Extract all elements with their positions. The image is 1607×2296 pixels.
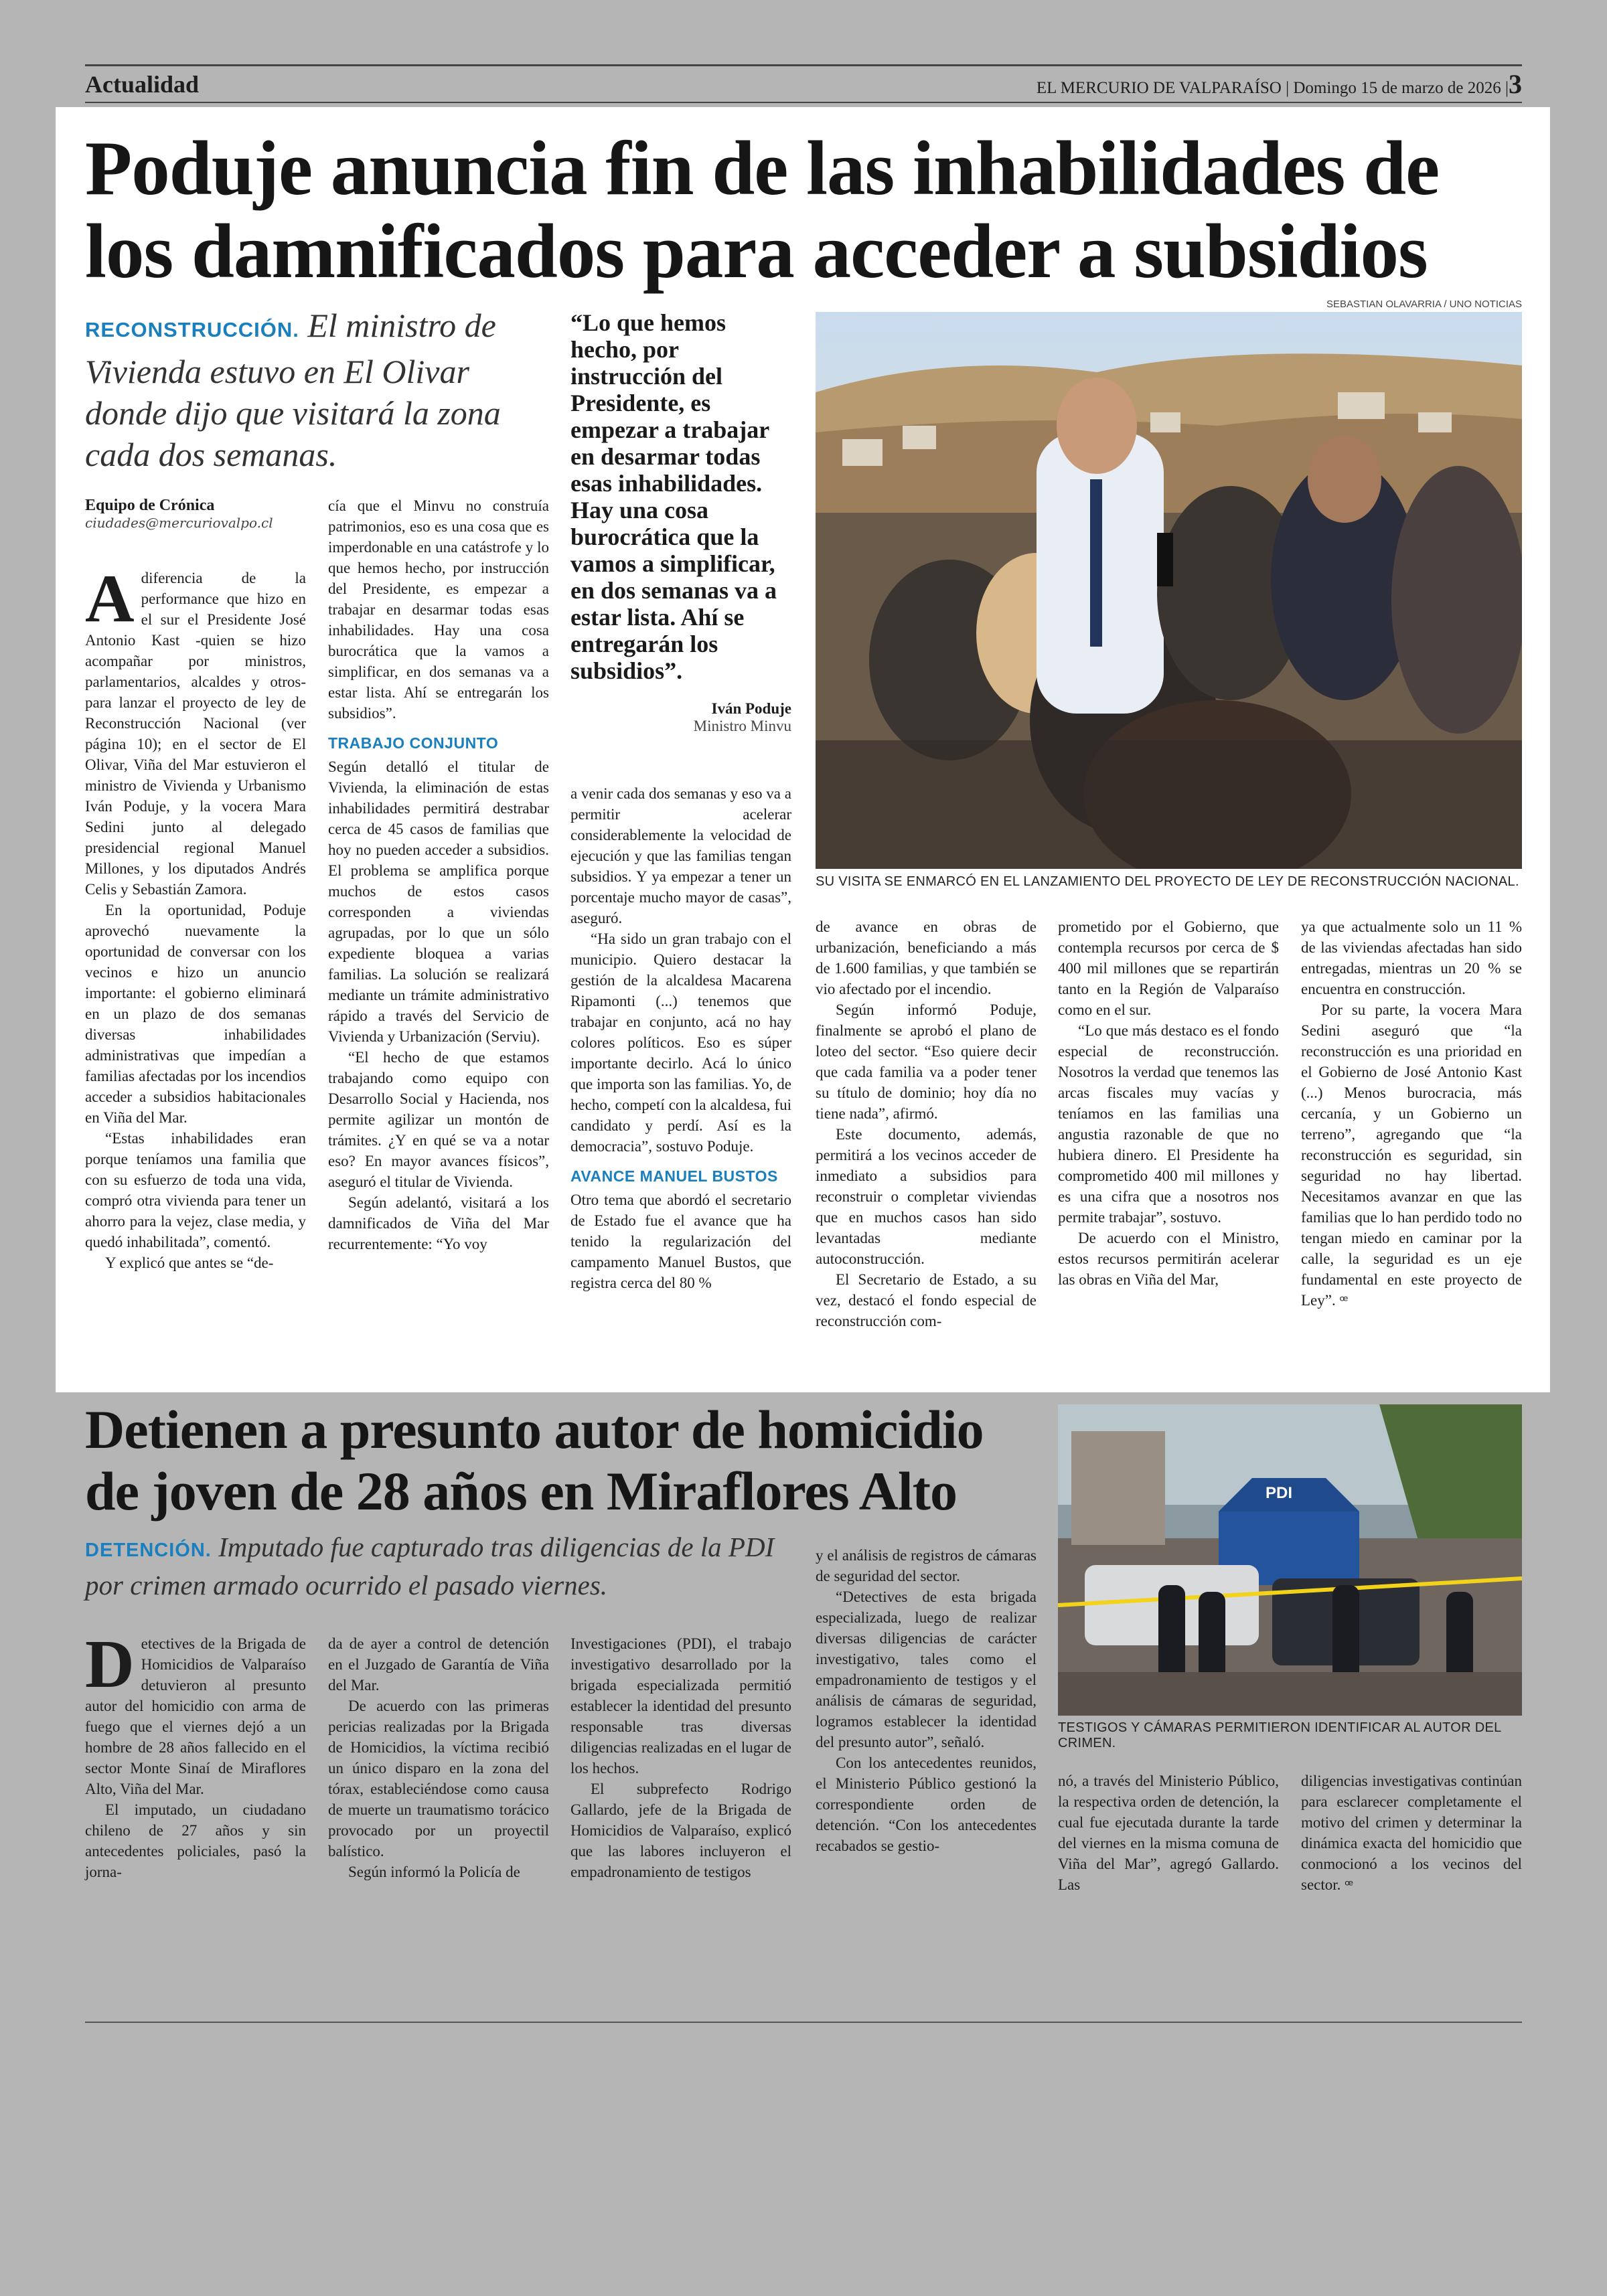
paragraph: Según adelantó, visitará a los damnificados de Viña del Mar recurrentemente: “Yo voy [328,1194,549,1252]
paragraph [1301,999,1522,1311]
paragraph: “Lo que más destaco es el fondo especial de reconstrucción. Nosotros la verdad que tenemos las arcas fiscales muy vacías y teníamos en las familias una angustia razonable de que no hubiera dinero. El Presidente ha comprometido 400 mil millones y es una cifra que a nosotros nos permite trabajar”, sostuvo. [1058,1022,1279,1226]
article-2-column-5 [1058,1771,1279,1895]
headline-line-2: los damnificados para acceder a subsidios [85,209,1428,294]
paragraph: El imputado, un ciudadano chileno de 27 años y sin antecedentes policiales, pasó la jorna- [85,1801,306,1880]
byline-email: ciudades@mercuriovalpo.cl [85,515,273,531]
article-1-column-1 [85,561,306,1273]
article-1-column-4 [816,916,1037,1331]
folio-info: EL MERCURIO DE VALPARAÍSO | Domingo 15 de marzo de 2026 |3 [1036,69,1522,99]
pdi-tent-label: PDI [1266,1484,1293,1502]
kicker: DETENCIÓN. [85,1540,212,1561]
article-1-headline [85,127,1522,293]
headline-line-1: Poduje anuncia fin de las inhabilidades de [85,126,1440,211]
bottom-rule [85,2022,1522,2023]
paragraph: da de ayer a control de detención en el Juzgado de Garantía de Viña del Mar. [328,1635,549,1694]
article-2-column-1 [85,1627,306,1882]
photo-caption: SU VISITA SE ENMARCÓ EN EL LANZAMIENTO DEL PROYECTO DE LEY DE RECONSTRUCCIÓN NACIONAL. [816,874,1519,889]
end-mark-icon: ꟹ [1345,1877,1354,1893]
pull-quote [570,309,791,735]
article-2-headline [85,1399,1036,1522]
newspaper-name: EL MERCURIO DE VALPARAÍSO [1036,79,1282,97]
article-1-column-6 [1301,916,1522,1311]
end-mark-icon: ꟹ [1339,1293,1349,1309]
paragraph: a venir cada dos semanas y eso va a permitir acelerar considerablemente la velocidad de ejecución y que las familias tengan subsidios. Y ya empezar a tener un porcentaje mucho mayor de casas”, aseguró. [570,785,791,926]
dropcap: A [85,561,135,637]
paragraph: De acuerdo con las primeras pericias realizadas por la Brigada de Homicidios, la víctima recibió un único disparo en la zona del tórax, estableciéndose como causa de muerte un traumatismo torácico provocado por un proyectil balístico. [328,1698,549,1860]
article-2-photo [1058,1404,1522,1716]
crime-scene-photo [1058,1404,1522,1716]
subhead-avance-manuel-bustos: AVANCE MANUEL BUSTOS [570,1167,778,1185]
page-number: 3 [1509,69,1522,99]
pull-quote-role: Ministro Minvu [693,718,791,734]
byline-author: Equipo de Crónica [85,497,215,514]
issue-date: Domingo 15 de marzo de 2026 [1293,79,1501,97]
paragraph: Otro tema que abordó el secretario de Estado fue el avance que ha tenido la regularización del campamento Manuel Bustos, que registra cerca del 80 % [570,1192,791,1291]
paragraph-text: diligencias investigativas continúan para esclarecer completamente el motivo del crimen y determinar la dinámica exacta del homicidio que conmocionó a los vecinos del sector. [1301,1773,1522,1893]
headline-line-1: Detienen a presunto autor de homicidio [85,1399,984,1460]
paragraph: diferencia de la performance que hizo en el sur el Presidente José Antonio Kast -quien se hizo acompañar por ministros, parlamentarios, alcaldes y otros- para lanzar el proyecto de ley de Reconstrucción Nacional (ver página 10); en el sector de El Olivar, Viña del Mar estuvieron el ministro de Vivienda y Urbanismo Iván Poduje, y la vocera Mara Sedini junto al delegado presidencial regional Manuel Millones, y los diputados Andrés Celis y Sebastián Zamora. [85,570,306,898]
paragraph: Según informó la Policía de [348,1864,520,1880]
paragraph: etectives de la Brigada de Homicidios de Valparaíso detuvieron al presunto autor del homicidio con arma de fuego que el viernes dejó a un hombre de 28 años fallecido en el sector Monte Sinaí de Miraflores Alto, Viña del Mar. [85,1635,306,1797]
paragraph: “El hecho de que estamos trabajando como equipo con Desarrollo Social y Hacienda, nos permite agilizar un montón de trámites. ¿Y en qué se va a notar eso? En mayor avances físicos”, aseguró el titular de Vivienda. [328,1049,549,1190]
paragraph: prometido por el Gobierno, que contempla recursos por cerca de $ 400 mil millones que se repartirán tanto en la Región de Valparaíso como en el sur. [1058,918,1279,1018]
paragraph: y el análisis de registros de cámaras de seguridad del sector. [816,1547,1037,1584]
paragraph: Según informó Poduje, finalmente se aprobó el plano de loteo del sector. “Eso quiere decir que cada familia va a poder tener su título de dominio; hoy día no tiene nada”, afirmó. [816,1001,1037,1122]
headline-line-2: de joven de 28 años en Miraflores Alto [85,1461,957,1522]
article-2-column-3 [570,1633,791,1882]
article-1-deck [85,305,527,475]
pull-quote-text: “Lo que hemos hecho, por instrucción del Presidente, es empezar a trabajar en desarmar todas esas inhabilidades. Hay una cosa burocrática que la vamos a simplificar, en dos semanas va a estar lista. Ahí se entregarán los subsidios”. [570,309,777,684]
paragraph: Este documento, además, permitirá a los vecinos acceder de inmediato a subsidios para reconstruir o completar viviendas que en muchos casos han sido levantadas mediante autoconstrucción. [816,1126,1037,1267]
article-1-column-5 [1058,916,1279,1290]
article-1-column-3 [570,783,791,1293]
paragraph: “Ha sido un gran trabajo con el municipio. Quiero destacar la gestión de la alcaldesa Macarena Ripamonti (...) tenemos que trabajar en conjunto, acá no hay colores políticos. Eso es súper importante decirlo. Acá lo único que importa son las familias. Yo, de hecho, competí con la alcaldesa, fui candidato y perdí. Así es la democracia”, sostuvo Poduje. [570,930,791,1155]
paragraph: “Detectives de esta brigada especializada, luego de realizar diversas diligencias de carácter investigativo, tales como el empadronamiento de testigos y el análisis de cámaras de seguridad, logramos establecer la identidad del presunto autor”, señaló. [816,1588,1037,1750]
paragraph: En la oportunidad, Poduje aprovechó nuevamente la oportunidad de conversar con los vecinos e hizo un anuncio importante: el gobierno eliminará en un plazo de dos semanas diversas inhabilidades administrativas que impedían a familias afectadas por los incendios acceder a subsidios habitacionales en Viña del Mar. [85,902,306,1126]
article-1-column-2 [328,495,549,1254]
paragraph: Según detalló el titular de Vivienda, la eliminación de estas inhabilidades permitirá destrabar cerca de 45 casos de familias que hoy no pueden acceder a subsidios. El problema se amplifica porque muchos de estos casos corresponden a viviendas agrupadas, por lo que un sólo expediente bloquea a varias familias. La solución se realizará mediante un trámite administrativo rápido a través del Servicio de Vivienda y Urbanización (Serviu). [328,758,549,1045]
article-2-column-4 [816,1545,1037,1856]
paragraph: El Secretario de Estado, a su vez, destacó el fondo especial de reconstrucción com- [816,1271,1037,1329]
paragraph: Investigaciones (PDI), el trabajo investigativo desarrollado por la brigada especializada permitió establecer la identidad del presunto responsable tras diversas diligencias realizadas en el lugar de los hechos. [570,1635,791,1777]
subhead-trabajo-conjunto: TRABAJO CONJUNTO [328,734,499,752]
paragraph: Y explicó que antes se “de- [105,1254,274,1271]
kicker: RECONSTRUCCIÓN. [85,318,299,341]
paragraph: cía que el Minvu no construía patrimonios, eso es una cosa que es imperdonable en una catástrofe y lo que hemos hecho, por instrucción del Presidente, es empezar a trabajar en desarmar todas esas inhabilidades. Hay una cosa burocrática que la vamos a simplificar, en dos semanas va a estar lista. Ahí se entregarán los subsidios”. [328,497,549,722]
article-2-column-2 [328,1633,549,1882]
paragraph: Con los antecedentes reunidos, el Ministerio Público gestionó la correspondiente orden de detención. “Con los antecedentes recabados se gestio- [816,1754,1037,1854]
page-folio [85,64,1522,103]
dropcap: D [85,1627,135,1702]
deck-text: Imputado fue capturado tras diligencias de la PDI por crimen armado ocurrido el pasado viernes. [85,1532,775,1601]
article-2-column-6 [1301,1771,1522,1896]
paragraph: ya que actualmente solo un 11 % de las viviendas afectadas han sido entregadas, mientras un 20 % se encuentra en construcción. [1301,918,1522,997]
paragraph-text: Por su parte, la vocera Mara Sedini aseguró que “la reconstrucción es una prioridad en el Gobierno de José Antonio Kast (...) Menos burocracia, más cercanía, y un Gobierno un terreno”, agregando que “la reconstrucción es seguridad, sin seguridad no hay libertad. Necesitamos avanzar en que las familias que lo han perdido todo no tengan miedo en caminar por la calle, la seguridad es un eje fundamental en este proyecto de Ley”. [1301,1001,1522,1309]
article-2-deck [85,1530,795,1603]
pull-quote-name: Iván Poduje [711,700,791,717]
deck-text: El ministro de Vivienda estuvo en El Olivar donde dijo que visitará la zona cada dos semanas. [85,307,501,473]
section-label: Actualidad [85,70,200,98]
crowd-photo [816,312,1522,869]
article-1-photo [816,312,1522,869]
photo-credit: SEBASTIAN OLAVARRIA / UNO NOTICIAS [1326,299,1522,310]
paragraph: De acuerdo con el Ministro, estos recursos permitirán acelerar las obras en Viña del Mar, [1058,1230,1279,1288]
paragraph: nó, a través del Ministerio Público, la respectiva orden de detención, la cual fue ejecutada durante la tarde del viernes en la misma comuna de Viña del Mar”, agregó Gallardo. Las [1058,1773,1279,1893]
byline [85,497,313,531]
photo-caption: TESTIGOS Y CÁMARAS PERMITIERON IDENTIFICAR AL AUTOR DEL CRIMEN. [1058,1720,1501,1750]
paragraph: El subprefecto Rodrigo Gallardo, jefe de la Brigada de Homicidios de Valparaíso, explicó que las labores incluyeron el empadronamiento de testigos [570,1781,791,1880]
paragraph: de avance en obras de urbanización, beneficiando a más de 1.600 familias, y que también se vio afectado por el incendio. [816,918,1037,997]
paragraph: “Estas inhabilidades eran porque teníamos una familia que con su esfuerzo de toda una vida, compró otra vivienda para tener un ahorro para la vejez, clase media, y quedó inhabilitada”, comentó. [85,1130,306,1250]
